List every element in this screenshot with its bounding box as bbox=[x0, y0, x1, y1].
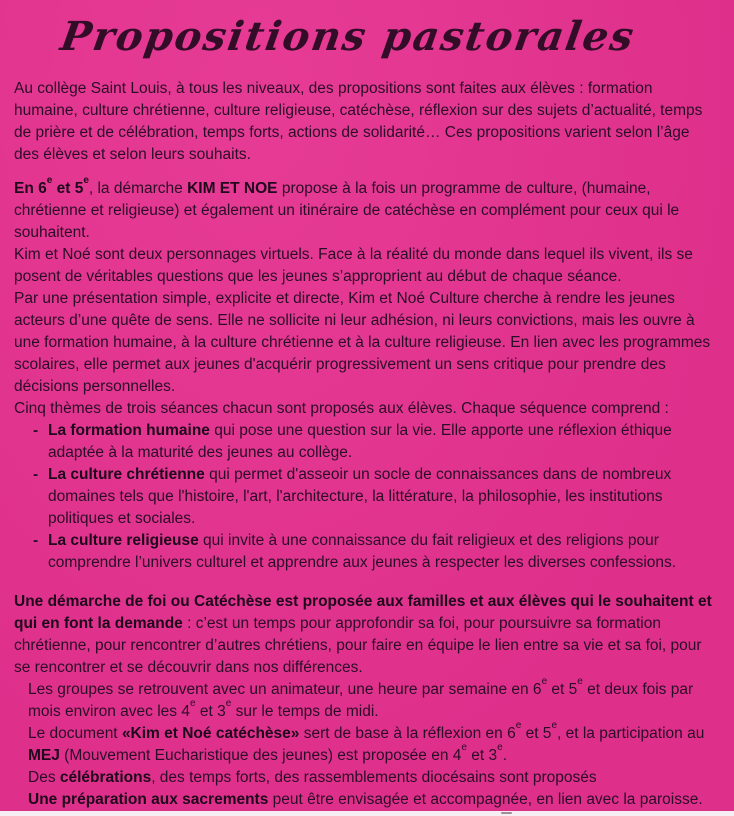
scan-edge-strip bbox=[0, 811, 734, 816]
list-item-culture-chretienne bbox=[33, 464, 712, 530]
bullet-text: La formation humaine qui pose une question sur la vie. Elle apporte une réflexion éthique adaptée à la maturité des jeunes au collège. bbox=[48, 422, 672, 461]
kim-noe-overview-paragraph: En 6e et 5e, la démarche KIM ET NOE propose à la fois un programme de culture, (humaine, chrétienne et religieuse) et également un itinéraire de catéchèse en complément pour ceux qui le souhaitent. bbox=[14, 174, 680, 241]
document-mej-paragraph: Le document «Kim et Noé catéchèse» sert de base à la réflexion en 6e et 5e, et la participation au MEJ (Mouvement Eucharistique des jeunes) est proposée en 4e et 3e. bbox=[28, 719, 705, 764]
bullet-text: La culture religieuse qui invite à une connaissance du fait religieux et des religions pour comprendre l’univers culturel et apprendre aux jeunes à respecter les diverses confessions. bbox=[48, 532, 677, 571]
bullet-text: La culture chrétienne qui permet d'asseoir un socle de connaissances dans de nombreux domaines tels que l'histoire, l'art, l'architecture, la littérature, la philosophie, les institutions politiques et sociales. bbox=[48, 466, 672, 527]
bullet-dash: - bbox=[33, 532, 39, 549]
themes-list bbox=[14, 420, 712, 574]
kim-noe-method-paragraph: Par une présentation simple, explicite et directe, Kim et Noé Culture cherche à rendre les jeunes acteurs d’une quête de sens. Elle ne sollicite ni leur adhésion, ni leurs convictions, mais les ouvre à une formation humaine, à la culture chrétienne et à la culture religieuse. En lien avec les programmes scolaires, elle permet aux jeunes d'acquérir progressivement un sens critique pour prendre des décisions personnelles. bbox=[14, 290, 711, 395]
celebrations-line: Des célébrations, des temps forts, des rassemblements diocésains sont proposés bbox=[28, 769, 597, 786]
scan-artifact bbox=[501, 812, 512, 814]
intro-paragraph: Au collège Saint Louis, à tous les niveaux, des propositions sont faites aux élèves : formation humaine, culture chrétienne, culture religieuse, catéchèse, réflexion sur des sujets d’actualité, temps de prière et de célébration, temps forts, actions de solidarité… Ces propositions varient selon l’âge des élèves et selon leurs souhaits. bbox=[14, 80, 703, 163]
bullet-dash: - bbox=[33, 422, 39, 439]
list-item-formation-humaine bbox=[33, 420, 712, 464]
list-item-culture-religieuse bbox=[33, 530, 712, 574]
groups-schedule-paragraph: Les groupes se retrouvent avec un animateur, une heure par semaine en 6e et 5e et deux fois par mois environ avec les 4e et 3e sur le temps de midi. bbox=[28, 675, 694, 720]
bullet-dash: - bbox=[33, 466, 39, 483]
page-title: Propositions pastorales bbox=[57, 13, 639, 60]
sacrements-line: Une préparation aux sacrements peut être envisagée et accompagnée, en lien avec la paroisse. bbox=[28, 791, 703, 808]
catechese-paragraph: Une démarche de foi ou Catéchèse est proposée aux familles et aux élèves qui le souhaitent et qui en font la demande : c’est un temps pour approfondir sa foi, pour poursuivre sa formation chrétienne, pour rencontrer d’autres chrétiens, pour faire en équipe le lien entre sa vie et sa foi, pour se rencontrer et se découvrir dans nos différences. bbox=[14, 593, 712, 676]
kim-noe-characters-paragraph: Kim et Noé sont deux personnages virtuels. Face à la réalité du monde dans lequel ils vivent, ils se posent de véritables questions que les jeunes s’approprient au début de chaque séance. bbox=[14, 246, 693, 285]
themes-intro-line: Cinq thèmes de trois séances chacun sont proposés aux élèves. Chaque séquence comprend : bbox=[14, 400, 669, 417]
